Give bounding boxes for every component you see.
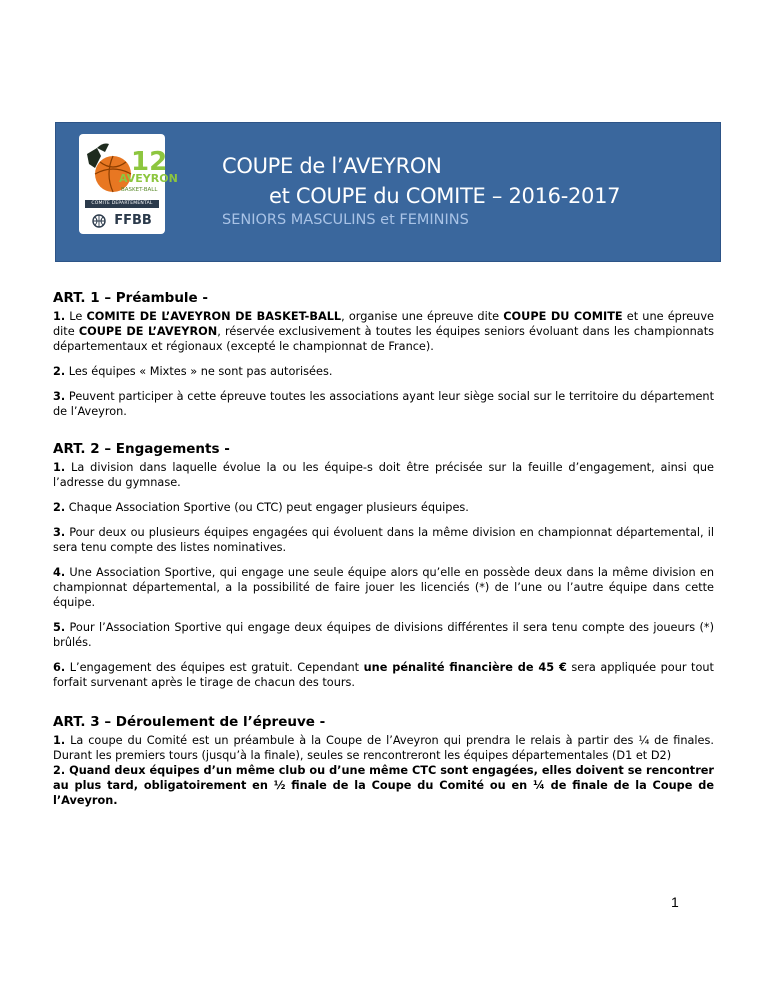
paragraph-text: Les équipes « Mixtes » ne sont pas autorisées. <box>65 365 333 378</box>
paragraph-text: Le <box>65 310 87 323</box>
paragraph-number: 1. <box>53 734 66 747</box>
article-paragraph <box>53 733 714 763</box>
paragraph-number: 2. <box>53 764 66 777</box>
paragraph-bold: une pénalité financière de 45 € <box>363 661 567 674</box>
paragraph-text: Pour deux ou plusieurs équipes engagées qui évoluent dans la même division en championnat départemental, il sera tenu compte des listes nominatives. <box>53 526 714 554</box>
paragraph-bold: Quand deux équipes d’un même club ou d’une même CTC sont engagées, elles doivent se rencontrer au plus tard, obligatoirement en ½ finale de la Coupe du Comité ou en ¼ de finale de la Coupe de l’Aveyron. <box>53 764 714 807</box>
article-paragraph <box>53 500 714 515</box>
paragraph-text: , réservée exclusivement à toutes les équipes seniors évoluant dans les championnats départementaux et régionaux (excepté le championnat de France). <box>53 325 715 353</box>
article-title: ART. 2 – Engagements - <box>53 441 230 457</box>
page-number: 1 <box>671 894 679 910</box>
paragraph-text: Peuvent participer à cette épreuve toutes les associations ayant leur siège social sur le territoire du département de l’Aveyron. <box>53 390 714 418</box>
article-paragraph <box>53 309 714 354</box>
logo-tagline: BASKET-BALL <box>121 187 158 193</box>
paragraph-text: , organise une épreuve dite <box>341 310 504 323</box>
paragraph-number: 4. <box>53 566 66 579</box>
paragraph-bold: COUPE DE L’AVEYRON <box>78 325 218 338</box>
logo-brand-name: AVEYRON <box>119 172 178 185</box>
ffbb-logo <box>79 210 165 232</box>
paragraph-text: Pour l’Association Sportive qui engage deux équipes de divisions différentes il sera tenu compte des joueurs (*) brûlés. <box>53 621 714 649</box>
article-2 <box>53 441 714 690</box>
paragraph-number: 3. <box>53 390 66 403</box>
article-paragraph <box>53 525 714 555</box>
logo-number: 12 <box>131 147 168 177</box>
article-1 <box>53 290 714 419</box>
article-paragraph <box>53 565 714 610</box>
page-subtitle: SENIORS MASCULINS et FEMININS <box>222 212 469 228</box>
paragraph-number: 6. <box>53 661 66 674</box>
paragraph-text: Une Association Sportive, qui engage une seule équipe alors qu’elle en possède deux dans la même division en championnat départemental, a la possibilité de faire jouer les licenciés (*) de l’une ou l’autre équipe dans cette équipe. <box>53 566 714 609</box>
paragraph-bold: COUPE DU COMITE <box>503 310 623 323</box>
article-paragraph <box>53 460 714 490</box>
paragraph-text: La coupe du Comité est un préambule à la Coupe de l’Aveyron qui prendra le relais à partir des ¼ de finales. Durant les premiers tours (jusqu’à la finale), seules se rencontreront les équipes départementales (D1 et D2) <box>53 734 714 762</box>
paragraph-number: 2. <box>53 365 66 378</box>
article-title: ART. 1 – Préambule - <box>53 290 209 306</box>
header-banner <box>55 122 721 262</box>
paragraph-text: sera appliquée pour tout forfait survenant après le tirage de chacun des tours. <box>53 661 714 689</box>
article-paragraph <box>53 763 714 808</box>
article-paragraph <box>53 389 714 419</box>
paragraph-text: Chaque Association Sportive (ou CTC) peut engager plusieurs équipes. <box>65 501 469 514</box>
logo <box>79 134 178 234</box>
paragraph-number: 1. <box>53 310 66 323</box>
ffbb-label: FFBB <box>114 213 152 228</box>
article-paragraph <box>53 364 714 379</box>
paragraph-number: 5. <box>53 621 66 634</box>
document-body <box>53 290 714 808</box>
paragraph-number: 2. <box>53 501 66 514</box>
logo-band: COMITE DEPARTEMENTAL <box>85 200 159 208</box>
paragraph-bold: COMITE DE L’AVEYRON DE BASKET-BALL <box>86 310 342 323</box>
ffbb-ball-icon <box>92 214 106 228</box>
article-title: ART. 3 – Déroulement de l’épreuve - <box>53 714 326 730</box>
paragraph-number: 3. <box>53 526 66 539</box>
paragraph-text: La division dans laquelle évolue la ou les équipe-s doit être précisée sur la feuille d’engagement, ainsi que l’adresse du gymnase. <box>53 461 714 489</box>
paragraph-text: et une épreuve dite <box>53 310 714 338</box>
paragraph-number: 1. <box>53 461 66 474</box>
page-title-line2: et COUPE du COMITE – 2016-2017 <box>269 184 621 208</box>
paragraph-text: L’engagement des équipes est gratuit. Cependant <box>65 661 364 674</box>
article-paragraph <box>53 620 714 650</box>
article-3 <box>53 714 714 808</box>
article-paragraph <box>53 660 714 690</box>
page-title-line1: COUPE de l’AVEYRON <box>222 154 442 178</box>
basketball-logo-icon <box>79 134 178 202</box>
